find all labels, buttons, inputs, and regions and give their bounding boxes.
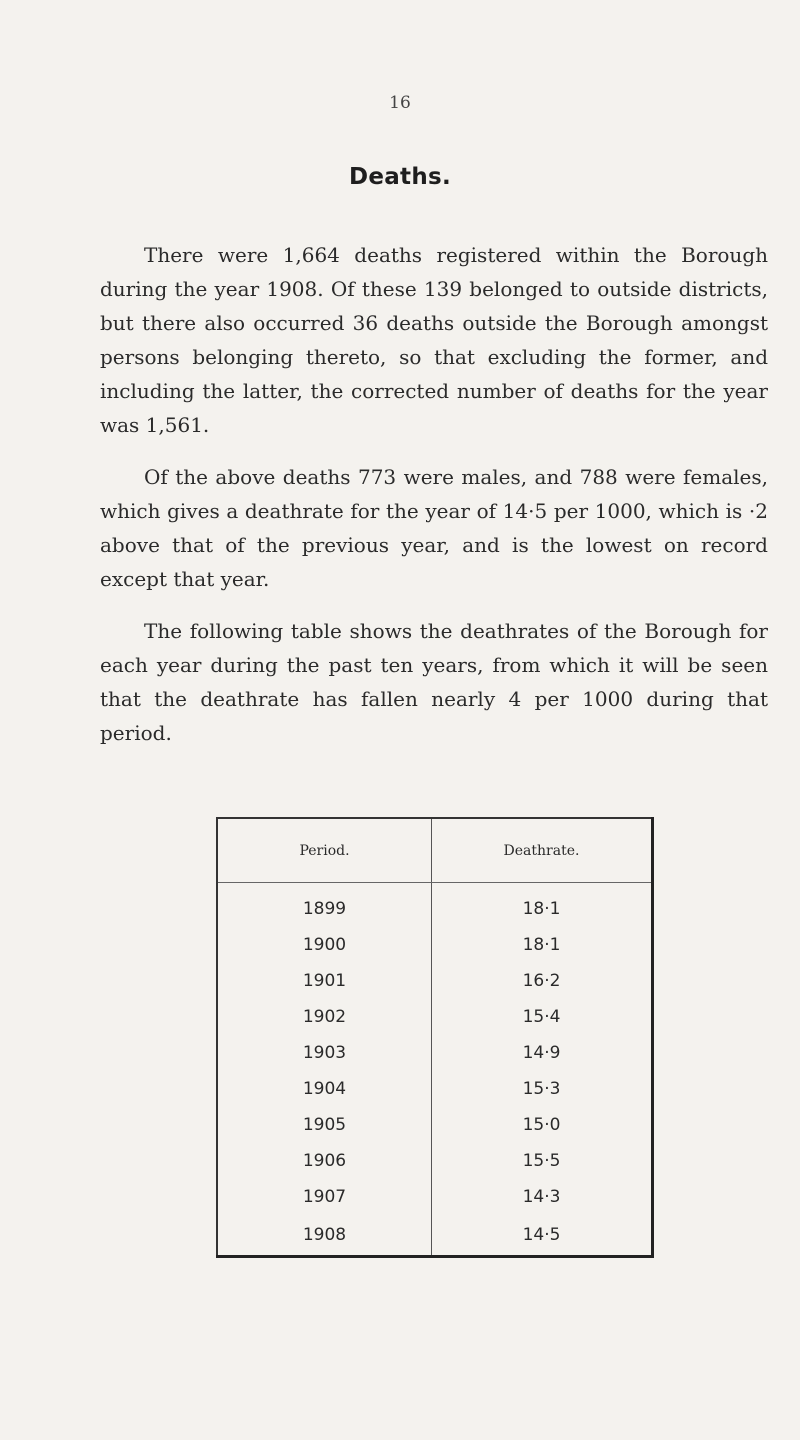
body-text	[100, 238, 768, 768]
paragraph-deaths-registered: There were 1,664 deaths registered within the Borough during the year 1908. Of these 139 belonged to outside districts, but there also occurred 36 deaths outside the Borough amongst persons belonging thereto, so that excluding the former, and including the latter, the corrected number of deaths for the year was 1,561.	[100, 243, 768, 437]
deathrate-cell: 15·5	[522, 1151, 561, 1171]
table-row	[217, 1035, 653, 1071]
table-row	[217, 999, 653, 1035]
column-header-deathrate: Deathrate.	[432, 818, 653, 883]
deathrate-cell: 15·4	[522, 1007, 561, 1027]
period-cell: 1903	[217, 1035, 432, 1071]
period-cell: 1906	[217, 1143, 432, 1179]
table-row	[217, 1143, 653, 1179]
period-cell: 1907	[217, 1179, 432, 1215]
paragraph-table-intro: The following table shows the deathrates of the Borough for each year during the past ten years, from which it will be seen that the deathrate has fallen nearly 4 per 1000 during that period.	[100, 619, 768, 745]
period-cell: 1904	[217, 1071, 432, 1107]
deathrate-cell: 15·3	[522, 1079, 561, 1099]
table-header-row	[217, 818, 653, 883]
period-cell: 1899	[217, 883, 432, 928]
section-heading: Deaths.	[348, 164, 452, 190]
period-cell: 1900	[217, 927, 432, 963]
deathrate-cell: 15·0	[522, 1115, 561, 1135]
period-cell: 1901	[217, 963, 432, 999]
table-row	[217, 1215, 653, 1257]
paragraph-deathrate: Of the above deaths 773 were males, and 788 were females, which gives a deathrate for the year of 14·5 per 1000, which is ·2 above that of the previous year, and is the lowest on record except that year.	[100, 465, 768, 591]
table-row	[217, 883, 653, 928]
period-cell: 1905	[217, 1107, 432, 1143]
deathrate-cell: 18·1	[522, 899, 561, 919]
deathrate-cell: 16·2	[522, 971, 561, 991]
deathrate-cell: 14·5	[522, 1225, 561, 1245]
table-row	[217, 1071, 653, 1107]
deathrate-table	[216, 817, 654, 1258]
table-row	[217, 963, 653, 999]
period-cell: 1902	[217, 999, 432, 1035]
period-cell: 1908	[217, 1215, 432, 1257]
table-row	[217, 1179, 653, 1215]
page-number: 16	[389, 93, 411, 113]
deathrate-cell: 14·9	[522, 1043, 561, 1063]
table-row	[217, 927, 653, 963]
column-header-period: Period.	[217, 818, 432, 883]
table-row	[217, 1107, 653, 1143]
deathrate-cell: 14·3	[522, 1187, 561, 1207]
deathrate-cell: 18·1	[522, 935, 561, 955]
